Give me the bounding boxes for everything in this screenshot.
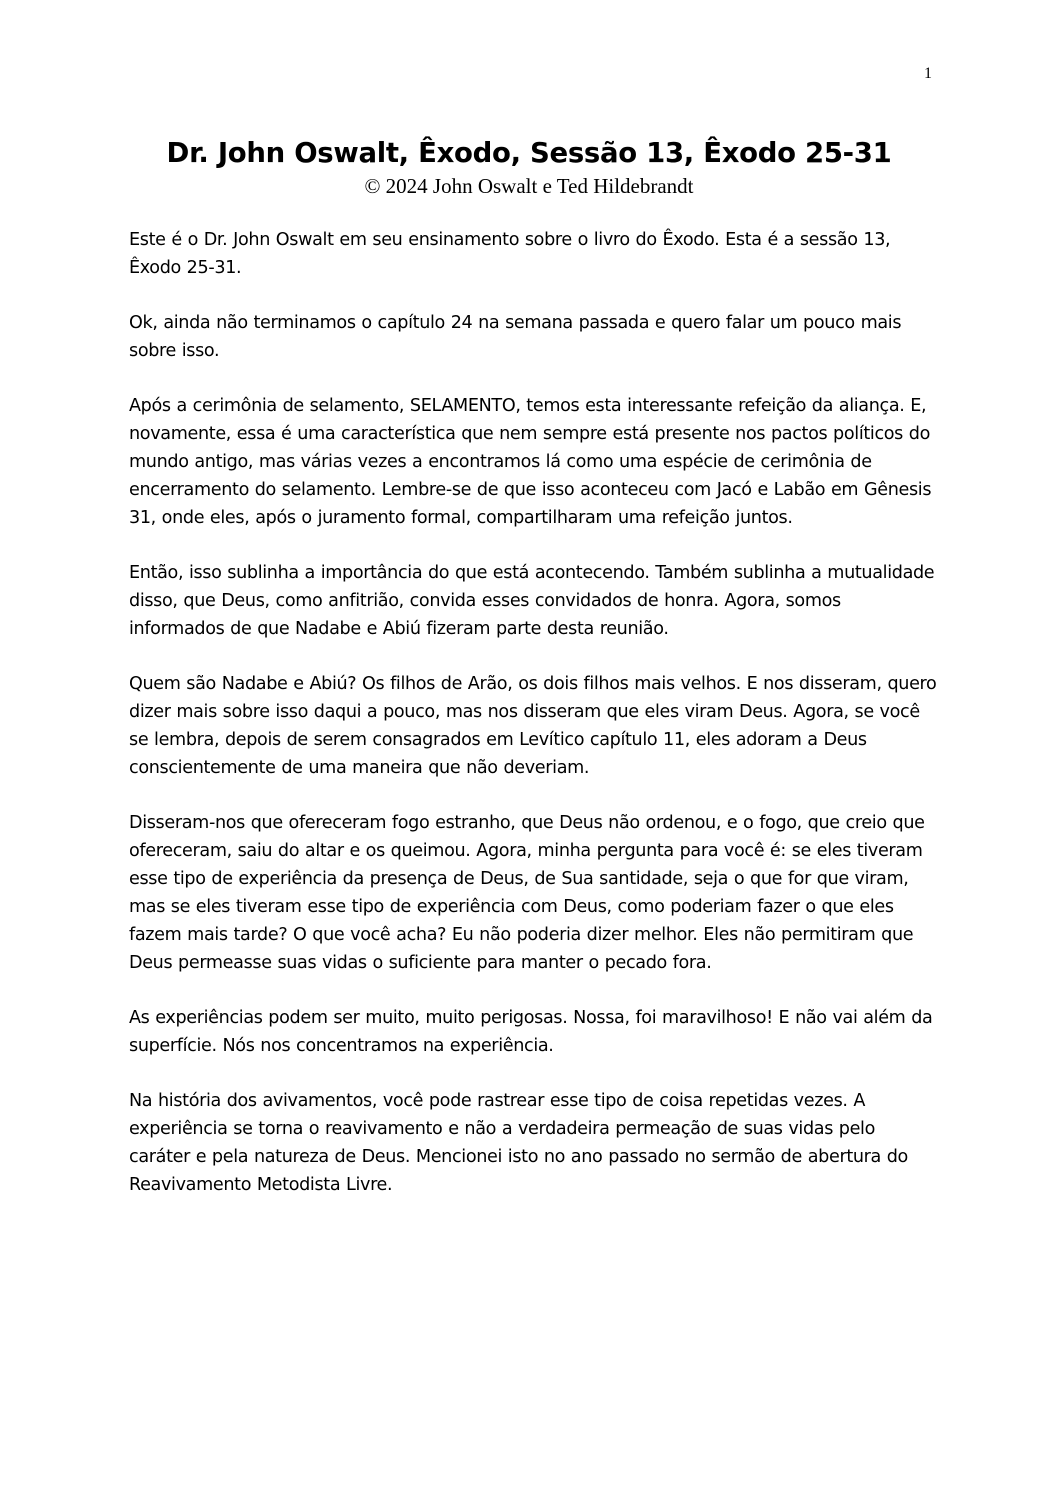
page-number: 1 [924, 65, 932, 82]
paragraph-5: Quem são Nadabe e Abiú? Os filhos de Arão, os dois filhos mais velhos. E nos disseram, quero dizer mais sobre isso daqui a pouco, mas nos disseram que eles viram Deus. Agora, se você se lembra, depois de serem consagrados em Levítico capítulo 11, eles adoram a Deus conscientemente de uma maneira que não deveriam. [129, 674, 937, 778]
paragraph-4: Então, isso sublinha a importância do que está acontecendo. Também sublinha a mutualidade disso, que Deus, como anfitrião, convida esses convidados de honra. Agora, somos informados de que Nadabe e Abiú fizeram parte desta reunião. [129, 563, 935, 639]
document-title: Dr. John Oswalt, Êxodo, Sessão 13, Êxodo 25-31 [166, 137, 892, 169]
paragraph-1: Este é o Dr. John Oswalt em seu ensinamento sobre o livro do Êxodo. Esta é a sessão 13, Êxodo 25-31. [129, 230, 891, 278]
paragraph-3: Após a cerimônia de selamento, SELAMENTO, temos esta interessante refeição da aliança. E, novamente, essa é uma característica que nem sempre está presente nos pactos políticos do mundo antigo, mas várias vezes a encontramos lá como uma espécie de cerimônia de encerramento do selamento. Lembre-se de que isso aconteceu com Jacó e Labão em Gênesis 31, onde eles, após o juramento formal, compartilharam uma refeição juntos. [129, 396, 932, 528]
paragraph-2: Ok, ainda não terminamos o capítulo 24 na semana passada e quero falar um pouco mais sobre isso. [129, 313, 902, 361]
paragraph-6: Disseram-nos que ofereceram fogo estranho, que Deus não ordenou, e o fogo, que creio que ofereceram, saiu do altar e os queimou. Agora, minha pergunta para você é: se eles tiveram esse tipo de experiência da presença de Deus, de Sua santidade, seja o que for que viram, mas se eles tiveram esse tipo de experiência com Deus, como poderiam fazer o que eles fazem mais tarde? O que você acha? Eu não poderia dizer melhor. Eles não permitiram que Deus permeasse suas vidas o suficiente para manter o pecado fora. [129, 813, 925, 973]
paragraph-8: Na história dos avivamentos, você pode rastrear esse tipo de coisa repetidas vezes. A experiência se torna o reavivamento e não a verdadeira permeação de suas vidas pelo caráter e pela natureza de Deus. Mencionei isto no ano passado no sermão de abertura do Reavivamento Metodista Livre. [129, 1091, 908, 1195]
paragraph-7: As experiências podem ser muito, muito perigosas. Nossa, foi maravilhoso! E não vai além da superfície. Nós nos concentramos na experiência. [129, 1008, 933, 1056]
copyright-line: © 2024 John Oswalt e Ted Hildebrandt [364, 174, 694, 198]
document-body [129, 226, 937, 1226]
